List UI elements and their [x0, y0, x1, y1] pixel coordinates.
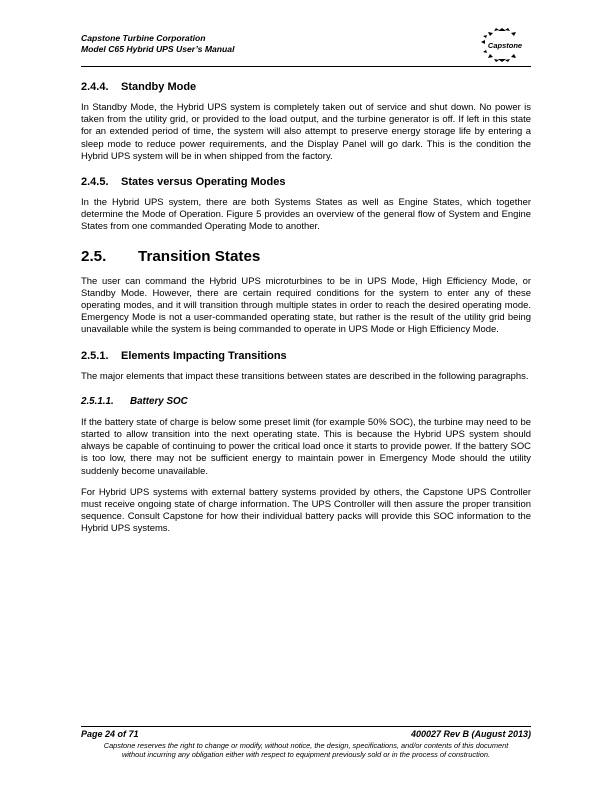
heading-2-5-1	[81, 349, 531, 363]
heading-2-4-4	[81, 80, 531, 94]
header-manual-title: Model C65 Hybrid UPS User’s Manual	[81, 44, 235, 54]
paragraph-states-vs-modes: In the Hybrid UPS system, there are both Systems States as well as Engine States, which together determine the Mode of Operation. Figure 5 provides an overview of the general flow of System and Engine States from one commanded Operating Mode to another.	[81, 197, 531, 233]
disclaimer-line-1: Capstone reserves the right to change or modify, without notice, the design, specifications, and/or contents of this document	[103, 741, 509, 750]
paragraph-standby-mode: In Standby Mode, the Hybrid UPS system is completely taken out of service and shut down. No power is taken from the utility grid, or provided to the load output, and the turbine generator is off. If left in this state for an extended period of time, the system will also attempt to preserve energy storage life by entering a sleep mode to reduce power requirements, and the Display Panel will go dark. This is the condition the Hybrid UPS system will be in when shipped from the factory.	[81, 102, 531, 162]
document-id: 400027 Rev B (August 2013)	[410, 729, 531, 739]
heading-title: Battery SOC	[130, 395, 188, 407]
page-number: Page 24 of 71	[81, 729, 139, 739]
paragraph-battery-soc-2: For Hybrid UPS systems with external battery systems provided by others, the Capstone UPS Controller must receive ongoing state of charge information. The UPS Controller will then assure the proper transition sequence. Consult Capstone for how their individual battery packs will provide this SOC information to the Hybrid UPS systems.	[81, 486, 531, 535]
page-header	[81, 33, 381, 55]
paragraph-elements-impacting: The major elements that impact these transitions between states are described in the following paragraphs.	[81, 370, 529, 382]
heading-2-5	[81, 248, 531, 266]
heading-number: 2.4.4.	[81, 81, 109, 93]
heading-title: Standby Mode	[121, 81, 197, 93]
heading-2-5-1-1	[81, 395, 531, 408]
paragraph-battery-soc-1: If the battery state of charge is below some preset limit (for example 50% SOC), the turbine may need to be started to allow transition into the next operating state. This is because the Hybrid UPS system should always be capable of continuing to power the critical load once it starts to provide power. If the battery SOC is too low, there may not be sufficient energy to maintain power in Emergency Mode should the utility suddenly become unavailable.	[81, 416, 531, 477]
heading-number: 2.5.	[81, 247, 107, 265]
heading-number: 2.5.1.1.	[81, 395, 114, 407]
heading-number: 2.5.1.	[81, 349, 109, 362]
logo-wordmark: Capstone	[487, 41, 523, 50]
heading-number: 2.4.5.	[81, 176, 109, 189]
footer-disclaimer	[81, 741, 531, 760]
heading-title: Transition States	[138, 247, 261, 265]
header-company: Capstone Turbine Corporation	[81, 33, 206, 43]
footer-rule	[81, 726, 531, 727]
disclaimer-line-2: without incurring any obligation either with respect to equipment previously sold or in the process of construction.	[121, 750, 491, 760]
capstone-logo	[472, 28, 532, 62]
heading-title: Elements Impacting Transitions	[121, 349, 287, 362]
header-rule	[81, 66, 531, 67]
heading-2-4-5	[81, 175, 531, 189]
page-content	[81, 78, 531, 536]
heading-title: States versus Operating Modes	[121, 176, 286, 189]
paragraph-transition-states: The user can command the Hybrid UPS microturbines to be in UPS Mode, High Efficiency Mode, or Standby Mode. However, there are certain required conditions for the system to enter any of these operating modes, and it will transition through multiple states in order to reach the desired operating mode. Emergency Mode is not a user-commanded operating state, but rather is the result of the utility grid being unavailable while the system is being commanded to operate in UPS Mode or High Efficiency Mode.	[81, 275, 531, 336]
